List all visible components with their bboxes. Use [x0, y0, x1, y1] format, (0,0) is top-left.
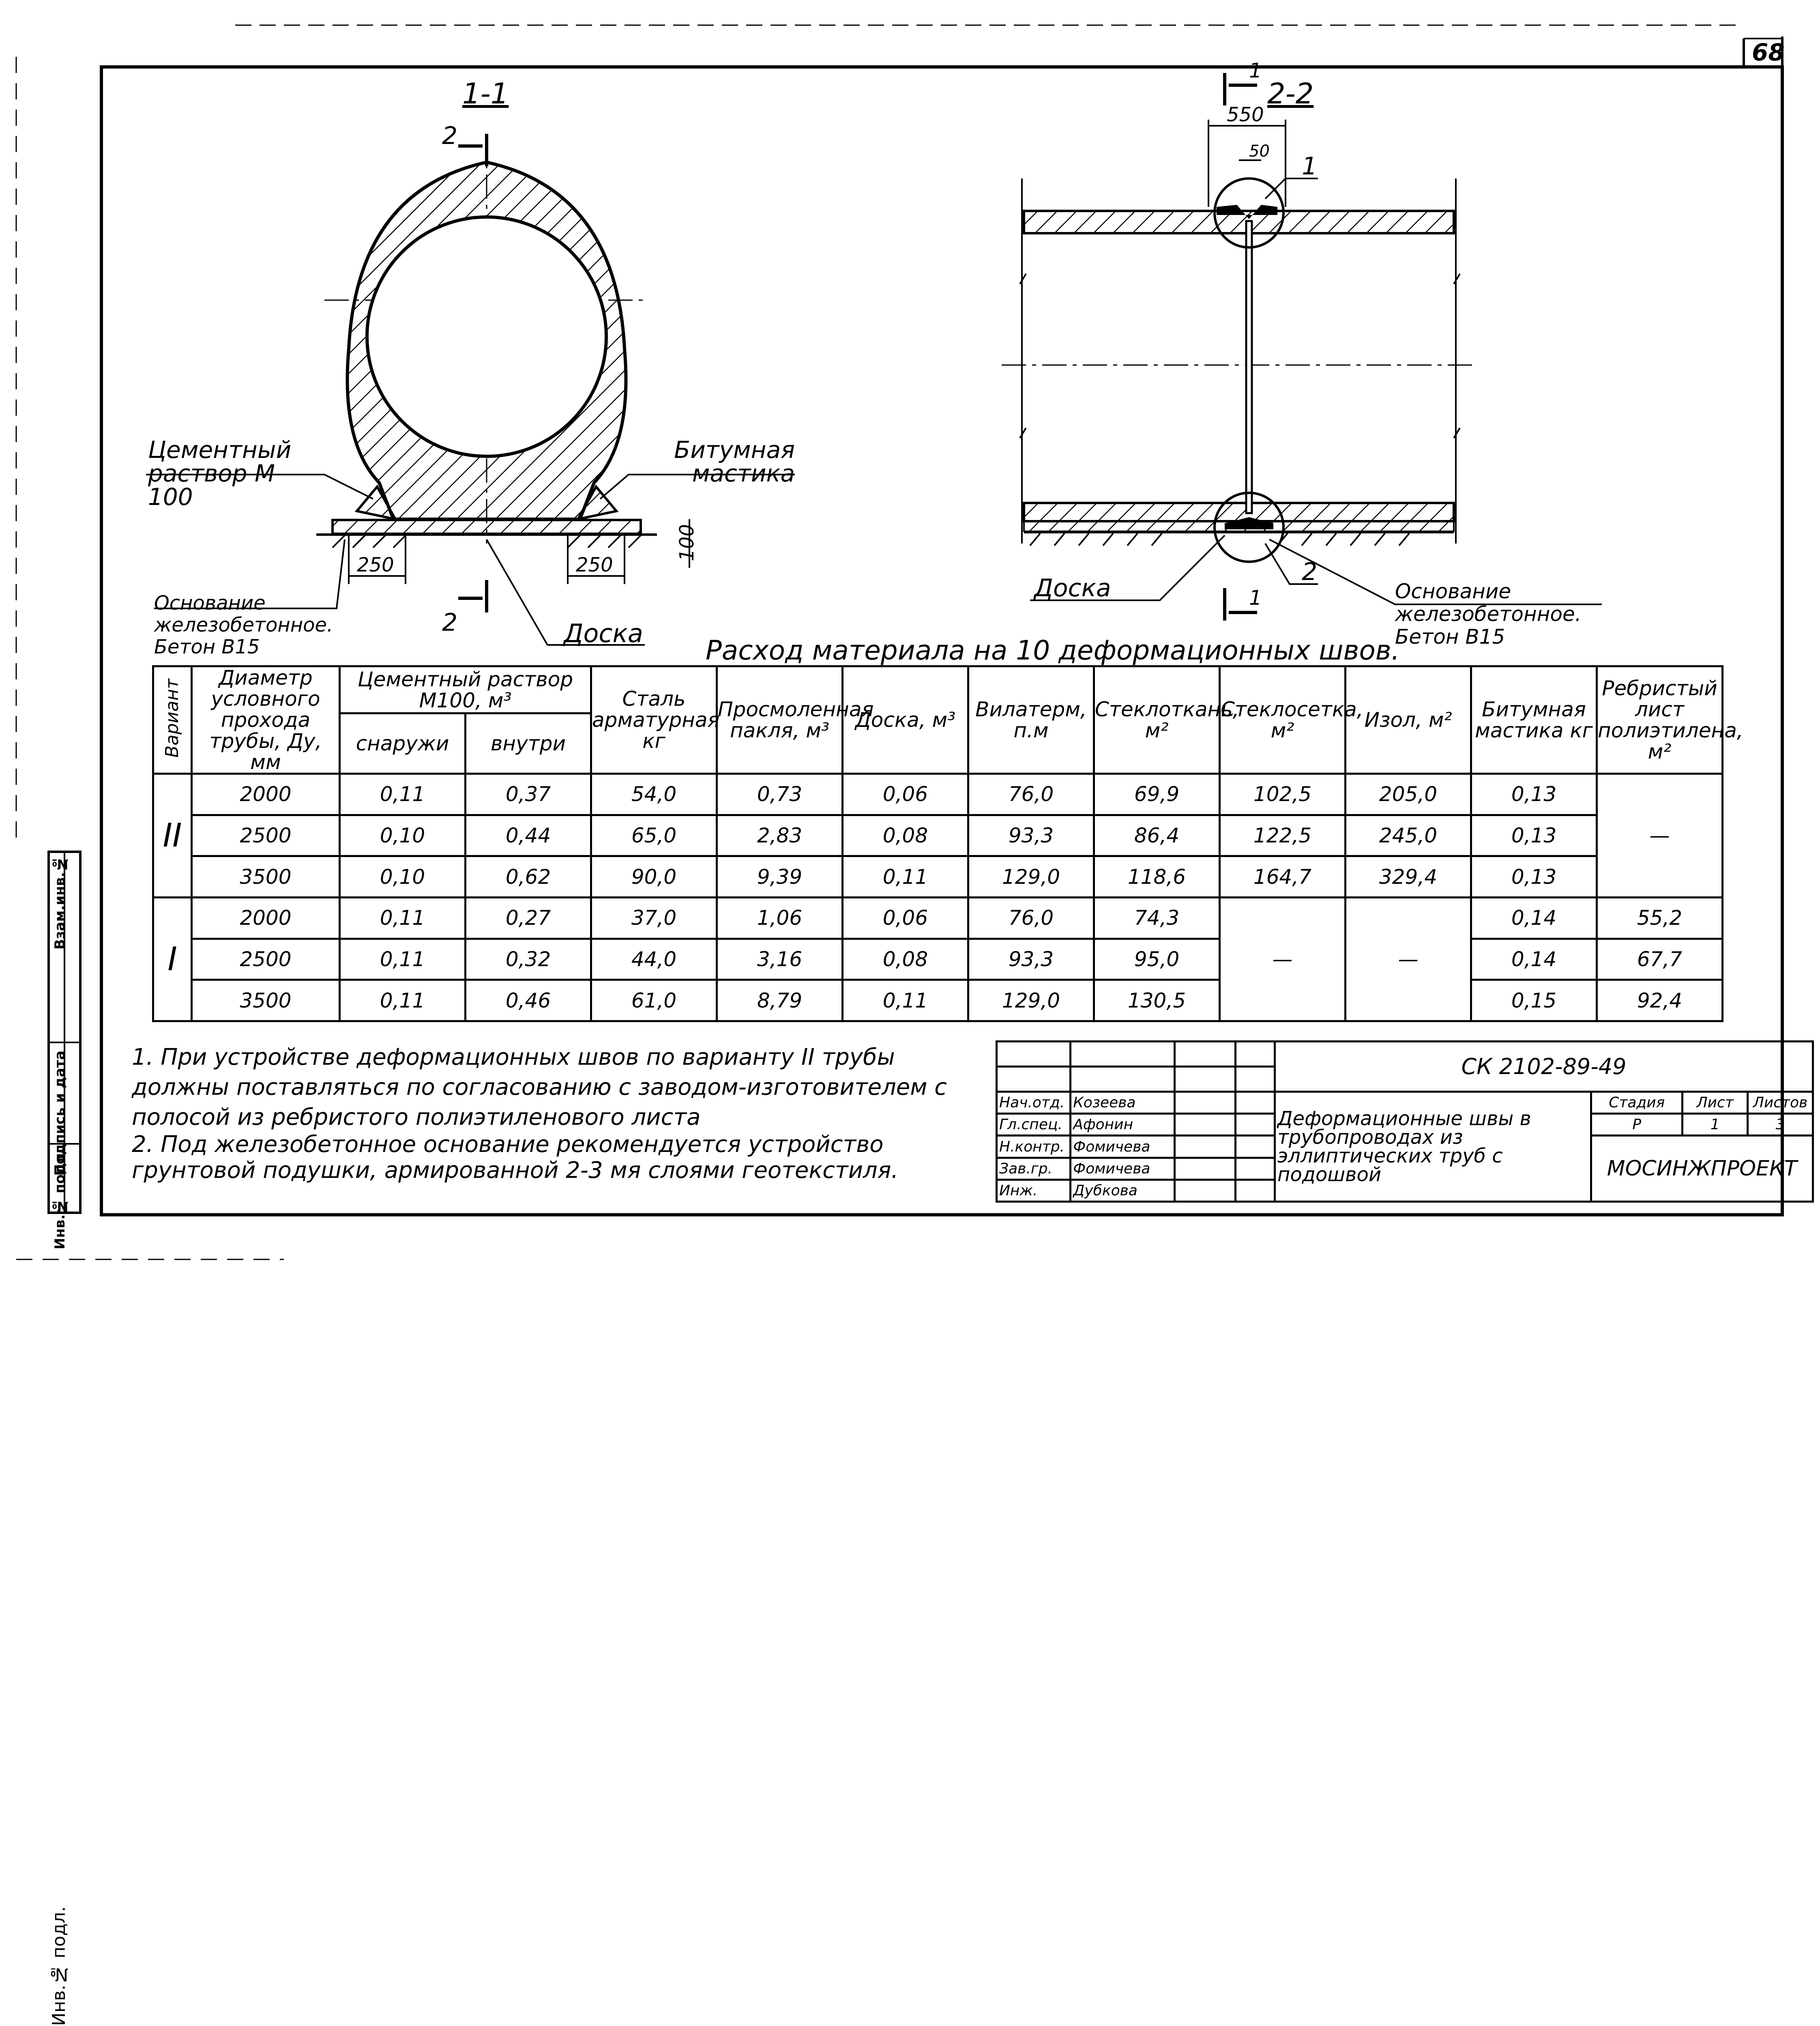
dim-550: 550 — [1227, 103, 1264, 126]
header-vilaterm: Вилатерм, п.м — [968, 666, 1094, 774]
cell: 129,0 — [968, 980, 1094, 1021]
dim-250-left: 250 — [357, 554, 394, 576]
cell: 129,0 — [968, 856, 1094, 898]
label-rc-base-right: Основание железобетонное. Бетон В15 — [1395, 580, 1582, 649]
header-glass-fabric: Стеклоткань, м² — [1094, 666, 1220, 774]
sheets-header: Листов — [1748, 1092, 1813, 1114]
cell: 2000 — [192, 897, 340, 939]
dim-50: 50 — [1249, 142, 1270, 161]
sheet-value: 1 — [1683, 1114, 1748, 1136]
person-name: Фомичева — [1071, 1158, 1175, 1180]
doc-code: СК 2102-89-49 — [1275, 1042, 1813, 1092]
sheet-header: Лист — [1683, 1092, 1748, 1114]
header-board: Доска, м³ — [843, 666, 968, 774]
cell: 90,0 — [591, 856, 717, 898]
section-2-2-title: 2-2 — [1267, 77, 1314, 110]
person-name: Дубкова — [1071, 1180, 1175, 1201]
cell: 44,0 — [591, 939, 717, 980]
cell: 69,9 — [1094, 774, 1220, 815]
cell: 122,5 — [1220, 815, 1346, 856]
cell: 0,11 — [340, 774, 466, 815]
role: Нач.отд. — [997, 1092, 1071, 1114]
side-text-inv-podl: Инв.№ подл. — [52, 1148, 68, 1250]
side-text-inv: Инв.№ подл. — [49, 1906, 69, 2026]
cell: 0,14 — [1471, 939, 1597, 980]
cell: 0,46 — [466, 980, 591, 1021]
role: Инж. — [997, 1180, 1071, 1201]
cell: 65,0 — [591, 815, 717, 856]
title-block — [996, 1040, 1814, 1203]
cell: 164,7 — [1220, 856, 1346, 898]
header-cement-outside: снаружи — [340, 713, 466, 774]
stage-header: Стадия — [1591, 1092, 1683, 1114]
cell: 55,2 — [1597, 897, 1723, 939]
cell: 0,73 — [717, 774, 843, 815]
callout-2: 2 — [1302, 558, 1318, 586]
cut-mark-2-bottom: 2 — [442, 608, 458, 637]
label-rc-base-left: Основание железобетонное. Бетон В15 — [154, 592, 333, 658]
cell: 0,10 — [340, 815, 466, 856]
cell: 118,6 — [1094, 856, 1220, 898]
role: Гл.спец. — [997, 1114, 1071, 1136]
cell: 0,37 — [466, 774, 591, 815]
cell: 329,4 — [1346, 856, 1471, 898]
cell: 76,0 — [968, 897, 1094, 939]
cell: 0,27 — [466, 897, 591, 939]
sheets-value: 3 — [1748, 1114, 1813, 1136]
cell: 0,13 — [1471, 856, 1597, 898]
cell: 245,0 — [1346, 815, 1471, 856]
cell: 61,0 — [591, 980, 717, 1021]
note-2: 2. Под железобетонное основание рекомендуется устройство грунтовой подушки, армированной 2-3 мя слоями геотекстиля. — [132, 1131, 899, 1184]
cell: 76,0 — [968, 774, 1094, 815]
cell: 0,15 — [1471, 980, 1597, 1021]
table-title: Расход материала на 10 деформационных швов. — [706, 635, 1400, 666]
cell: 54,0 — [591, 774, 717, 815]
cell: 0,11 — [340, 980, 466, 1021]
cell: 102,5 — [1220, 774, 1346, 815]
role: Н.контр. — [997, 1136, 1071, 1158]
materials-table — [152, 665, 1743, 1022]
table-row — [153, 897, 1723, 939]
cell: 2000 — [192, 774, 340, 815]
cell: 74,3 — [1094, 897, 1220, 939]
cell: 0,11 — [843, 980, 968, 1021]
cell-sheet-dash: — — [1597, 774, 1723, 898]
cell: 0,14 — [1471, 897, 1597, 939]
cell: 2500 — [192, 815, 340, 856]
cell: 0,08 — [843, 815, 968, 856]
cell: 93,3 — [968, 939, 1094, 980]
cell: 1,06 — [717, 897, 843, 939]
cell: 3,16 — [717, 939, 843, 980]
label-board-left: Доска — [564, 619, 643, 648]
cell: 92,4 — [1597, 980, 1723, 1021]
header-glass-mesh: Стеклосетка, м² — [1220, 666, 1346, 774]
cell: 86,4 — [1094, 815, 1220, 856]
cell: 0,13 — [1471, 774, 1597, 815]
role: Зав.гр. — [997, 1158, 1071, 1180]
table-row — [153, 980, 1723, 1021]
note-1: 1. При устройстве деформационных швов по варианту II трубы должны поставляться по согласованию с заводом-изготовителем с полосой из ребристого полиэтиленового листа — [132, 1044, 947, 1130]
cell: 9,39 — [717, 856, 843, 898]
header-steel: Сталь арматурная кг — [591, 666, 717, 774]
header-cement: Цементный раствор М100, м³ — [340, 666, 591, 713]
side-text-vzam: Взам.инв.№ — [52, 856, 68, 950]
variant-ii-label: II — [153, 774, 192, 898]
header-mastic: Битумная мастика кг — [1471, 666, 1597, 774]
header-diameter: Диаметр условного прохода трубы, Ду, мм — [192, 666, 340, 774]
dim-250-right: 250 — [576, 554, 613, 576]
side-text-sign-date: Подпись и дата — [52, 1051, 68, 1176]
table-row — [153, 774, 1723, 815]
label-cement-mortar: Цементный раствор М 100 — [148, 436, 292, 511]
cell: 0,11 — [843, 856, 968, 898]
person-name: Афонин — [1071, 1114, 1175, 1136]
cell: 2500 — [192, 939, 340, 980]
label-bitumen-mastic: Битумная мастика — [674, 436, 795, 487]
variant-i-label: I — [153, 897, 192, 1021]
cell: 0,13 — [1471, 815, 1597, 856]
header-cement-inside: внутри — [466, 713, 591, 774]
cell: 0,10 — [340, 856, 466, 898]
cell: 2,83 — [717, 815, 843, 856]
cell: 3500 — [192, 856, 340, 898]
section-1-1-drawing — [146, 134, 795, 645]
cell: 95,0 — [1094, 939, 1220, 980]
section-1-1-title: 1-1 — [462, 77, 509, 110]
cell: 0,62 — [466, 856, 591, 898]
cell: 0,06 — [843, 774, 968, 815]
cell-izol-dash: — — [1346, 897, 1471, 1021]
header-tow: Просмоленная пакля, м³ — [717, 666, 843, 774]
organization: МОСИНЖПРОЕКТ — [1591, 1136, 1813, 1202]
cell: 67,7 — [1597, 939, 1723, 980]
cell: 3500 — [192, 980, 340, 1021]
cut-mark-2-top: 2 — [442, 122, 458, 150]
cell: 0,11 — [340, 897, 466, 939]
callout-1: 1 — [1302, 152, 1318, 180]
header-sheet: Ребристый лист полиэтилена, м² — [1597, 666, 1723, 774]
person-name: Козеева — [1071, 1092, 1175, 1114]
cell-glass-mesh-dash: — — [1220, 897, 1346, 1021]
drawing-title: Деформационные швы в трубопроводах из эллиптических труб с подошвой — [1275, 1092, 1591, 1202]
cut-mark-1-top: 1 — [1249, 59, 1262, 82]
stage-value: Р — [1591, 1114, 1683, 1136]
cell: 0,06 — [843, 897, 968, 939]
page-number: 68 — [1752, 39, 1785, 66]
label-board-right: Доска — [1034, 574, 1111, 602]
table-row — [153, 939, 1723, 980]
cell: 0,08 — [843, 939, 968, 980]
header-izol: Изол, м² — [1346, 666, 1471, 774]
cell: 130,5 — [1094, 980, 1220, 1021]
cell: 205,0 — [1346, 774, 1471, 815]
cell: 0,11 — [340, 939, 466, 980]
cell: 0,44 — [466, 815, 591, 856]
table-row — [153, 815, 1723, 856]
cell: 0,32 — [466, 939, 591, 980]
dim-100: 100 — [675, 524, 698, 561]
cell: 93,3 — [968, 815, 1094, 856]
person-name: Фомичева — [1071, 1136, 1175, 1158]
header-variant: Вариант — [153, 666, 192, 774]
table-row — [153, 856, 1723, 898]
cut-mark-1-bottom: 1 — [1249, 586, 1262, 610]
cell: 37,0 — [591, 897, 717, 939]
cell: 8,79 — [717, 980, 843, 1021]
